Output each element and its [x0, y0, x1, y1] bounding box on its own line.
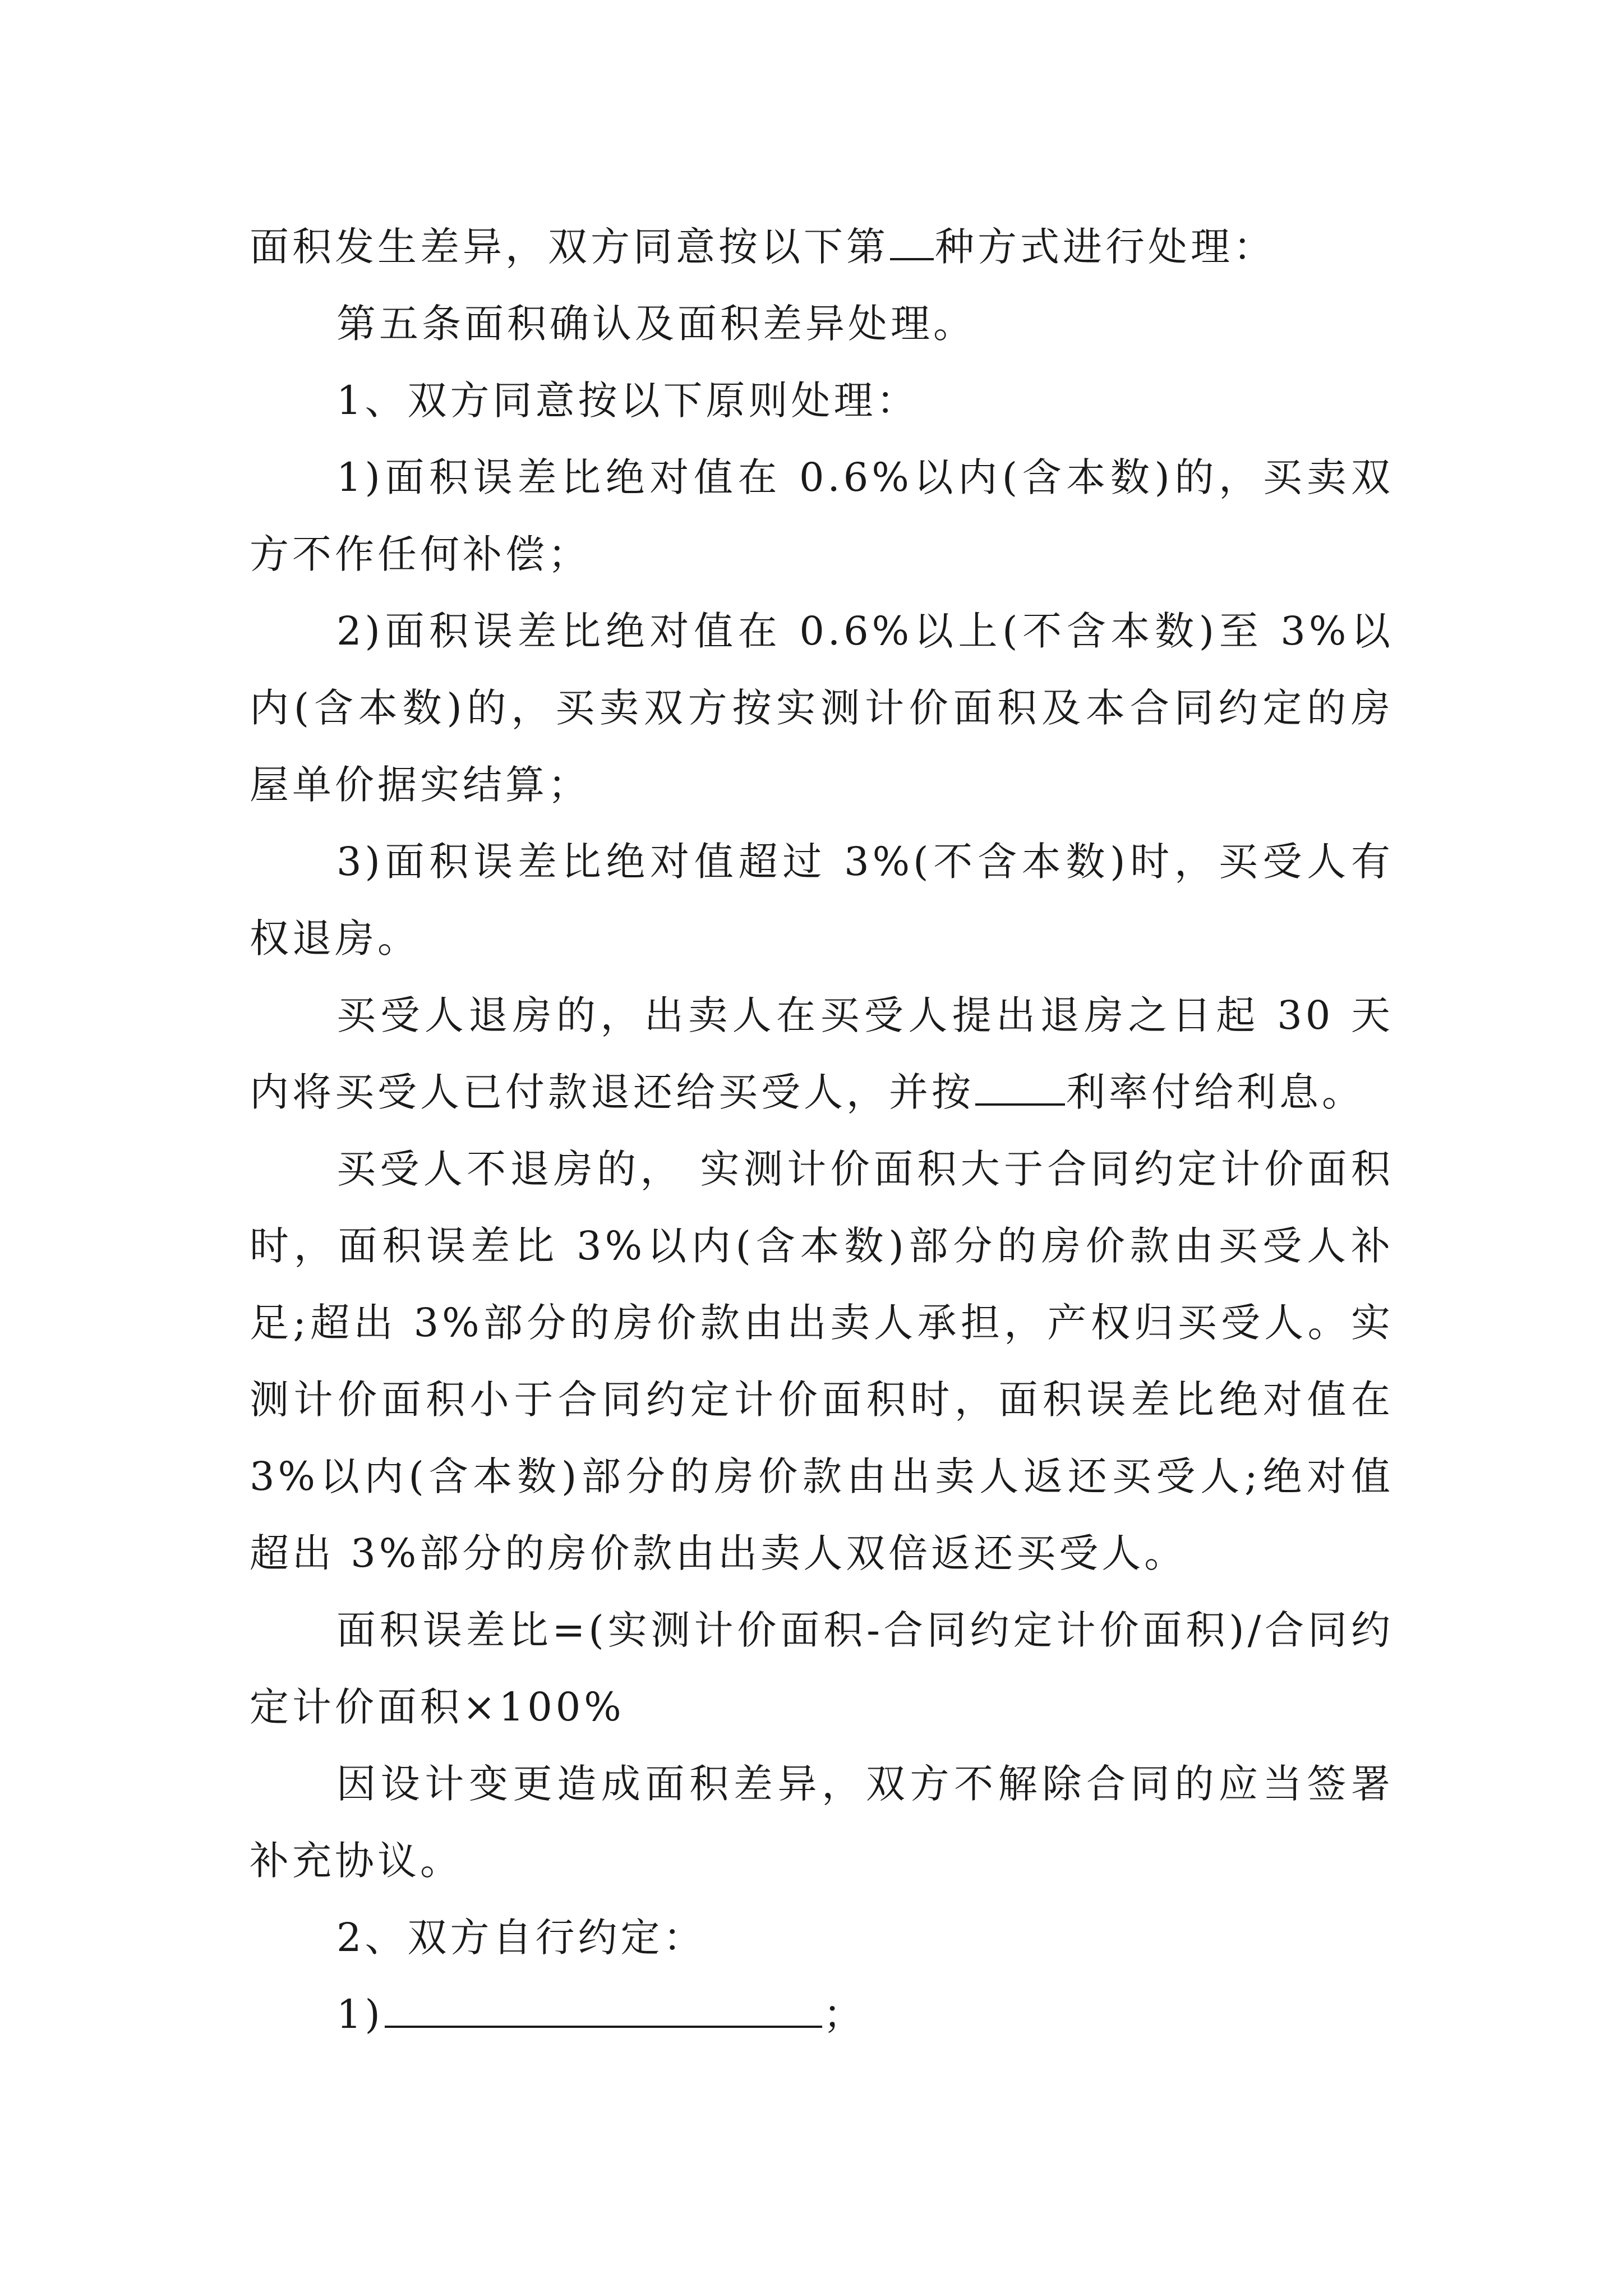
- clause-1-item-1: 1)面积误差比绝对值在 0.6%以内(含本数)的，买卖双方不作任何补偿；: [250, 454, 1394, 577]
- paragraph-formula: 面积误差比=(实测计价面积-合同约定计价面积)/合同约定计价面积×100%: [250, 1607, 1394, 1730]
- clause-2-heading: 2、双方自行约定：: [336, 1915, 706, 1961]
- paragraph-text: 利率付给利息。: [1066, 1069, 1364, 1115]
- paragraph-text: ；: [823, 1991, 866, 2037]
- clause-1-item-3: 3)面积误差比绝对值超过 3%(不含本数)时，买受人有权退房。: [250, 839, 1394, 961]
- paragraph-text: 面积发生差异，双方同意按以下第: [250, 224, 889, 270]
- paragraph-text: 买受人退房的，出卖人在买受人提出退房之日起 30 天内将买受人已付款退还给买受人，并按: [250, 992, 1394, 1115]
- paragraph-text: 1): [336, 1991, 384, 2037]
- paragraph-text: 种方式进行处理：: [935, 224, 1276, 270]
- document-body: [250, 209, 1394, 2053]
- paragraph-design-change: 因设计变更造成面积差异，双方不解除合同的应当签署补充协议。: [250, 1761, 1394, 1884]
- blank-line: [385, 1989, 822, 2028]
- clause-2-item-1: [250, 1976, 1394, 2053]
- clause-1-heading: 1、双方同意按以下原则处理：: [336, 378, 919, 424]
- clause-1-item-2: 2)面积误差比绝对值在 0.6%以上(不含本数)至 3%以内(含本数)的，买卖双方按实测计价面积及本合同约定的房屋单价据实结算；: [250, 608, 1394, 808]
- section-heading-article-5: 第五条面积确认及面积差异处理。: [336, 301, 976, 347]
- blank-line: [975, 1066, 1065, 1106]
- blank-line: [890, 221, 934, 261]
- paragraph-refund: [250, 977, 1394, 1131]
- paragraph-handling-method: [250, 209, 1394, 286]
- paragraph-no-refund: 买受人不退房的， 实测计价面积大于合同约定计价面积时，面积误差比 3%以内(含本数)部分的房价款由买受人补足;超出 3%部分的房价款由出卖人承担，产权归买受人。实测计价面积小于合同约定计价面积时，面积误差比绝对值在 3%以内(含本数)部分的房价款由出卖人返还买受人;绝对值超出 3%部分的房价款由出卖人双倍返还买受人。: [250, 1146, 1394, 1576]
